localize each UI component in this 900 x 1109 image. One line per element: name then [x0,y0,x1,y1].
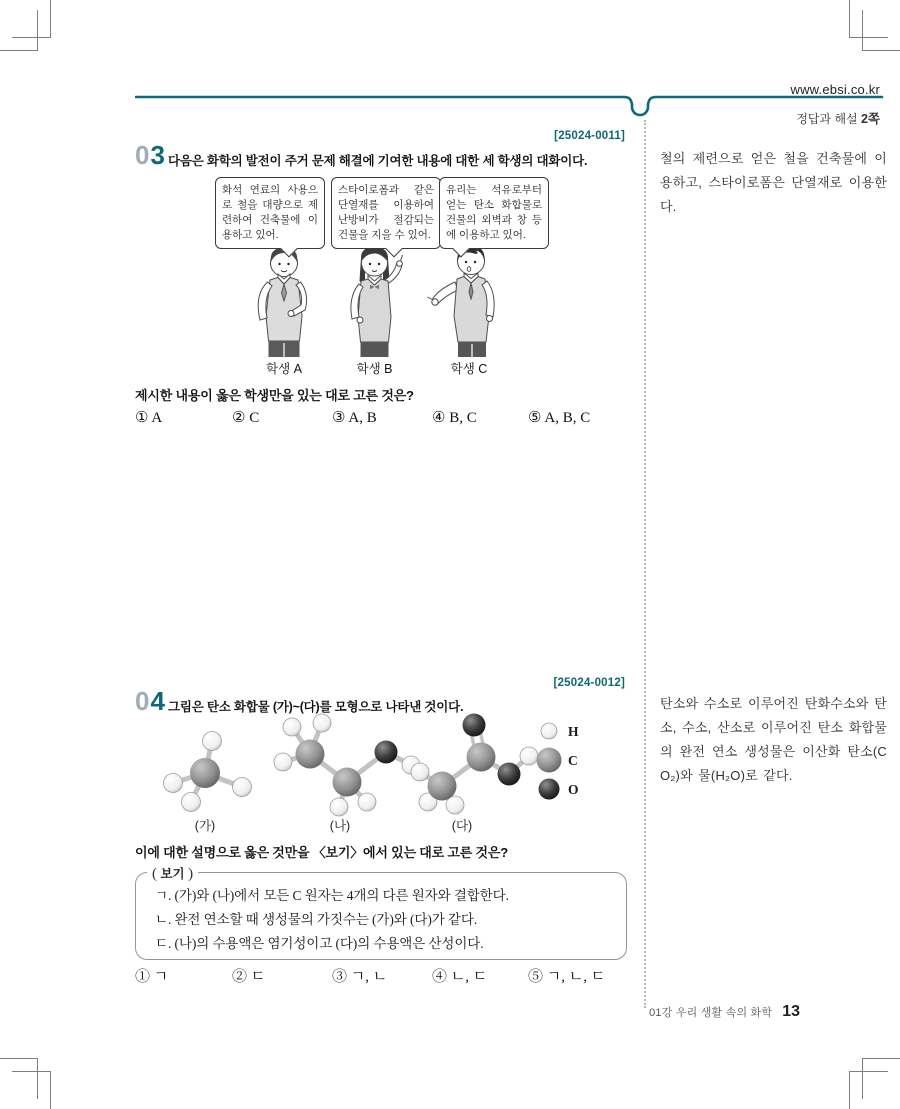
answer-reference [796,109,880,127]
boki-tag [147,864,198,883]
legend-o-ball [539,779,560,800]
q3-number-zero: 0 [135,140,151,170]
answer-reference-prefix: 정답과 해설 [796,112,858,126]
footer-chapter: 01강 우리 생활 속의 화학 [649,1007,773,1019]
q3-choice-3: ③ A, B [332,410,377,426]
q3-code: [25024-0011] [554,130,625,142]
q4-choice-2: ② ㄷ [232,969,266,985]
legend-c-label: C [568,753,578,768]
speech-bubble-student-a: 화석 연료의 사용으로 철을 대량으로 제련하여 건축물에 이용하고 있어. [215,177,325,249]
q3-stem: 제시한 내용이 옳은 학생만을 있는 대로 고른 것은? [135,388,414,403]
boki-item-3: ㄷ. (나)의 수용액은 염기성이고 (다)의 수용액은 산성이다. [155,936,484,951]
q3-title: 다음은 화학의 발전이 주거 문제 해결에 기여한 내용에 대한 세 학생의 대화이다. [168,154,588,168]
molecule-ga-methane [164,732,252,812]
atom-legend [537,723,580,800]
molecule-na-ethanol [274,714,420,816]
model-label-da: (다) [451,819,473,833]
q3-choice-5: ⑤ A, B, C [528,410,591,426]
crop-mark-bottom-left [0,1049,60,1109]
page-footer [649,1003,800,1021]
footer-page-number: 13 [782,1003,800,1020]
q4-code: [25024-0012] [553,677,625,689]
header-rule [135,94,885,120]
student-figure-b [332,243,417,363]
student-figure-c [424,241,514,363]
q3-choice-2: ② C [232,410,260,426]
speech-bubble-student-b: 스타이로폼과 같은 단열재를 이용하여 난방비가 절감되는 건물을 지을 수 있어. [331,177,441,249]
content-sidebar-divider [644,120,646,1008]
crop-mark-top-left [0,0,60,60]
student-label-a: 학생 A [266,362,302,376]
legend-c-ball [537,748,562,773]
boki-items [155,884,615,956]
q3-side-note: 철의 제련으로 얻은 철을 건축물에 이용하고, 스타이로폼은 단열재로 이용한다. [660,151,887,215]
boki-paren-open: ( [152,866,157,882]
q4-choice-3: ③ ㄱ, ㄴ [332,969,388,985]
q4-stem: 이에 대한 설명으로 옳은 것만을 〈보기〉에서 있는 대로 고른 것은? [135,845,508,860]
q3-number [135,142,166,168]
q4-choice-1: ① ㄱ [135,969,169,985]
boki-item-1: ㄱ. (가)와 (나)에서 모든 C 원자는 4개의 다른 원자와 결합한다. [155,888,509,903]
q4-choice-5: ⑤ ㄱ, ㄴ, ㄷ [528,969,606,985]
q4-title: 그림은 탄소 화합물 (가)~(다)를 모형으로 나타낸 것이다. [168,700,464,714]
student-label-b: 학생 B [356,362,393,376]
q4-side-note: 탄소와 수소로 이루어진 탄화수소와 탄소, 수소, 산소로 이루어진 탄소 화합물의 완전 연소 생성물은 이산화 탄소(CO₂)와 물(H₂O)로 같다. [660,696,887,784]
q3-number-digit: 3 [150,140,166,170]
crop-mark-bottom-right [840,1049,900,1109]
site-url: www.ebsi.co.kr [790,82,880,97]
q3-choice-4: ④ B, C [432,410,477,426]
q4-number-zero: 0 [135,686,151,716]
q4-number-digit: 4 [150,686,166,716]
model-label-ga: (가) [194,819,216,833]
boki-label: 보기 [160,867,185,881]
crop-mark-top-right [840,0,900,60]
answer-reference-page: 2쪽 [860,112,880,126]
model-label-na: (나) [329,819,351,833]
legend-h-label: H [568,724,579,739]
q4-choice-4: ④ ㄴ, ㄷ [432,969,488,985]
boki-item-2: ㄴ. 완전 연소할 때 생성물의 가짓수는 (가)와 (다)가 같다. [155,912,478,927]
molecule-models-figure [140,710,630,822]
q3-choices [135,408,630,427]
student-label-c: 학생 C [450,362,488,376]
boki-paren-close: ) [188,866,194,882]
legend-h-ball [541,723,557,739]
legend-o-label: O [568,782,579,797]
speech-bubble-student-c: 유리는 석유로부터 얻는 탄소 화합물로 건물의 외벽과 창 등에 이용하고 있어. [439,177,549,249]
student-figure-a [244,243,324,363]
q3-choice-1: ① A [135,410,163,426]
q4-choices [135,965,630,986]
